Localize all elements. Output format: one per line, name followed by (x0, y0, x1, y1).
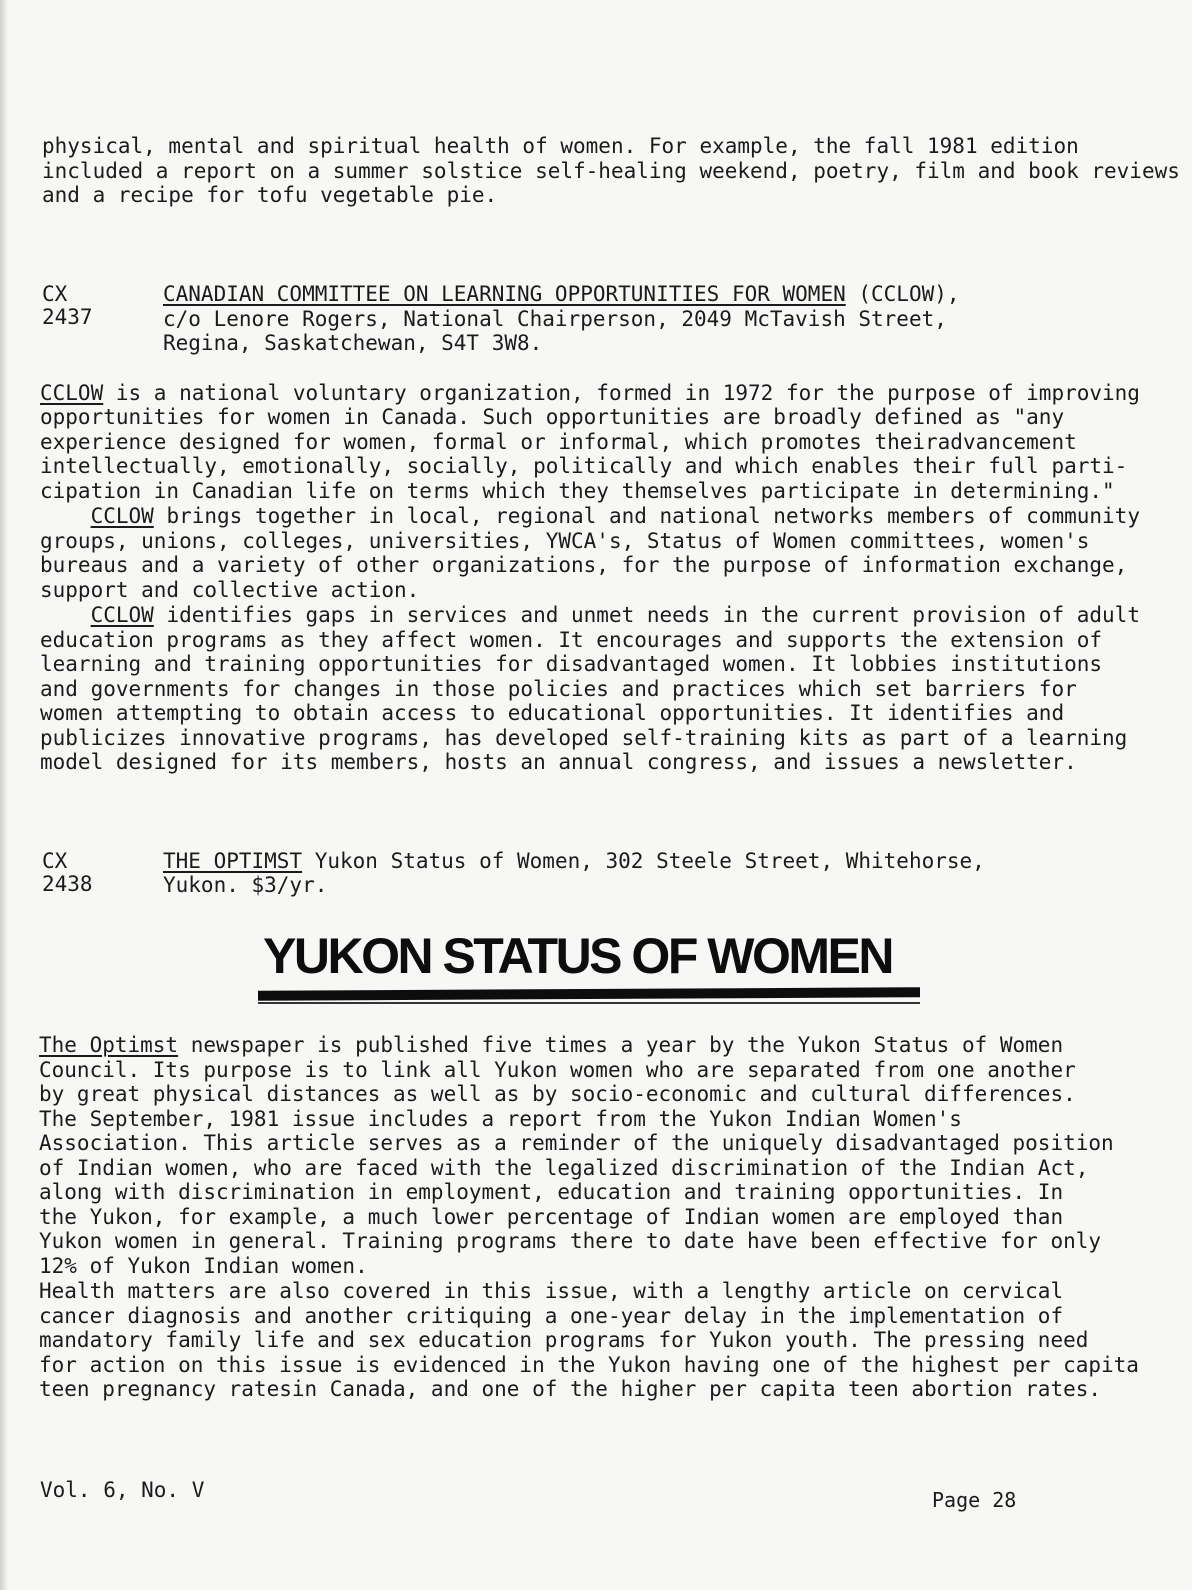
footer-volume: Vol. 6, No. V (40, 1478, 205, 1502)
cclow-address-line-1: c/o Lenore Rogers, National Chairperson, 2049 McTavish Street, (163, 307, 947, 331)
optimst-p3-line-1: Health matters are also covered in this issue, with a lengthy article on cervical (39, 1279, 1064, 1303)
cclow-abbr: CCLOW (90, 504, 154, 528)
cclow-p3-line-3: learning and training opportunities for disadvantaged women. It lobbies institutions (40, 652, 1103, 676)
cclow-title-suffix: (CCLOW), (845, 282, 960, 306)
optimst-p1-line-2: Council. Its purpose is to link all Yukon women who are separated from one another (39, 1058, 1076, 1082)
logo-underline-rule (258, 1002, 920, 1004)
optimst-p2-line-3: of Indian women, who are faced with the legalized discrimination of the Indian Act, (39, 1156, 1089, 1180)
optimst-p2-line-1: The September, 1981 issue includes a report from the Yukon Indian Women's (39, 1107, 962, 1131)
entry-code-number: 2438 (42, 872, 93, 896)
optimst-p1-line-3: by great physical distances as well as by socio-economic and cultural differences. (39, 1082, 1076, 1106)
cclow-p3-line-2: education programs as they affect women. It encourages and supports the extension of (40, 628, 1103, 652)
footer-page-number: Page 28 (932, 1488, 1017, 1512)
cclow-p3-line-1 (40, 603, 1140, 628)
optimst-p2-line-6: Yukon women in general. Training programs there to date have been effective for only (39, 1229, 1102, 1253)
optimst-p1-rest: newspaper is published five times a year by the Yukon Status of Women (178, 1033, 1064, 1057)
yukon-status-logo: YUKON STATUS OF WOMEN (263, 928, 892, 984)
cclow-p2-line-1 (40, 504, 1140, 529)
cclow-p1-line-2: opportunities for women in Canada. Such opportunities are broadly defined as "any (40, 405, 1065, 429)
entry-code-number: 2437 (42, 305, 93, 329)
entry-code-prefix: CX (42, 282, 68, 306)
optimst-address-1: Yukon Status of Women, 302 Steele Street, Whitehorse, (302, 849, 985, 873)
cclow-address-line-2: Regina, Saskatchewan, S4T 3W8. (163, 331, 543, 355)
paper-name: The Optimst (39, 1033, 179, 1057)
optimst-p3-line-4: for action on this issue is evidenced in the Yukon having one of the highest per capita (39, 1353, 1139, 1377)
cclow-abbr: CCLOW (40, 381, 104, 405)
optimst-p3-line-2: cancer diagnosis and another critiquing a one-year delay in the implementation of (39, 1304, 1064, 1328)
optimst-p2-line-5: the Yukon, for example, a much lower percentage of Indian women are employed than (39, 1205, 1064, 1229)
entry-code-prefix: CX (42, 849, 68, 873)
intro-line-2: included a report on a summer solstice self-healing weekend, poetry, film and book reviews (42, 159, 1180, 183)
intro-line-1: physical, mental and spiritual health of women. For example, the fall 1981 edition (42, 134, 1079, 158)
cclow-p1-line-5: cipation in Canadian life on terms which they themselves participate in determining." (40, 479, 1115, 503)
optimst-p2-line-4: along with discrimination in employment, education and training opportunities. In (39, 1180, 1064, 1204)
cclow-p2-line-4: support and collective action. (40, 578, 420, 602)
cclow-p3-line-4: and governments for changes in those policies and practices which set barriers for (40, 677, 1077, 701)
cclow-p3-rest: identifies gaps in services and unmet needs in the current provision of adult (153, 603, 1140, 627)
optimst-p3-line-3: mandatory family life and sex education programs for Yukon youth. The pressing need (39, 1328, 1089, 1352)
cclow-p3-line-5: women attempting to obtain access to educational opportunities. It identifies and (40, 701, 1065, 725)
optimst-p1-line-1 (39, 1033, 1063, 1058)
cclow-p1-line-1 (40, 381, 1140, 406)
cclow-p1-line-3: experience designed for women, formal or informal, which promotes theiradvancement (40, 430, 1077, 454)
optimst-p3-line-5: teen pregnancy ratesin Canada, and one of the higher per capita teen abortion rates. (39, 1377, 1102, 1401)
optimst-title: THE OPTIMST (163, 849, 303, 873)
cclow-p2-line-3: bureaus and a variety of other organizations, for the purpose of information exchange, (40, 553, 1128, 577)
cclow-p3-line-6: publicizes innovative programs, has developed self-training kits as part of a learning (40, 726, 1128, 750)
optimst-heading-line-1 (163, 849, 985, 874)
cclow-p2-rest: brings together in local, regional and national networks members of community (153, 504, 1140, 528)
cclow-title: CANADIAN COMMITTEE ON LEARNING OPPORTUNITIES FOR WOMEN (163, 282, 846, 306)
cclow-abbr: CCLOW (90, 603, 154, 627)
cclow-p2-line-2: groups, unions, colleges, universities, YWCA's, Status of Women committees, women's (40, 529, 1090, 553)
intro-line-3: and a recipe for tofu vegetable pie. (42, 183, 498, 207)
cclow-title-line (163, 282, 960, 307)
cclow-p1-line-4: intellectually, emotionally, socially, politically and which enables their full parti- (40, 454, 1128, 478)
optimst-p2-line-2: Association. This article serves as a reminder of the uniquely disadvantaged position (39, 1131, 1114, 1155)
cclow-p1-rest: is a national voluntary organization, formed in 1972 for the purpose of improving (103, 381, 1140, 405)
page-edge-shadow (0, 0, 8, 1590)
optimst-p2-line-7: 12% of Yukon Indian women. (39, 1254, 368, 1278)
optimst-address-2: Yukon. $3/yr. (163, 873, 328, 897)
logo-underline-bar (258, 987, 920, 1000)
cclow-p3-line-7: model designed for its members, hosts an annual congress, and issues a newsletter. (40, 750, 1077, 774)
